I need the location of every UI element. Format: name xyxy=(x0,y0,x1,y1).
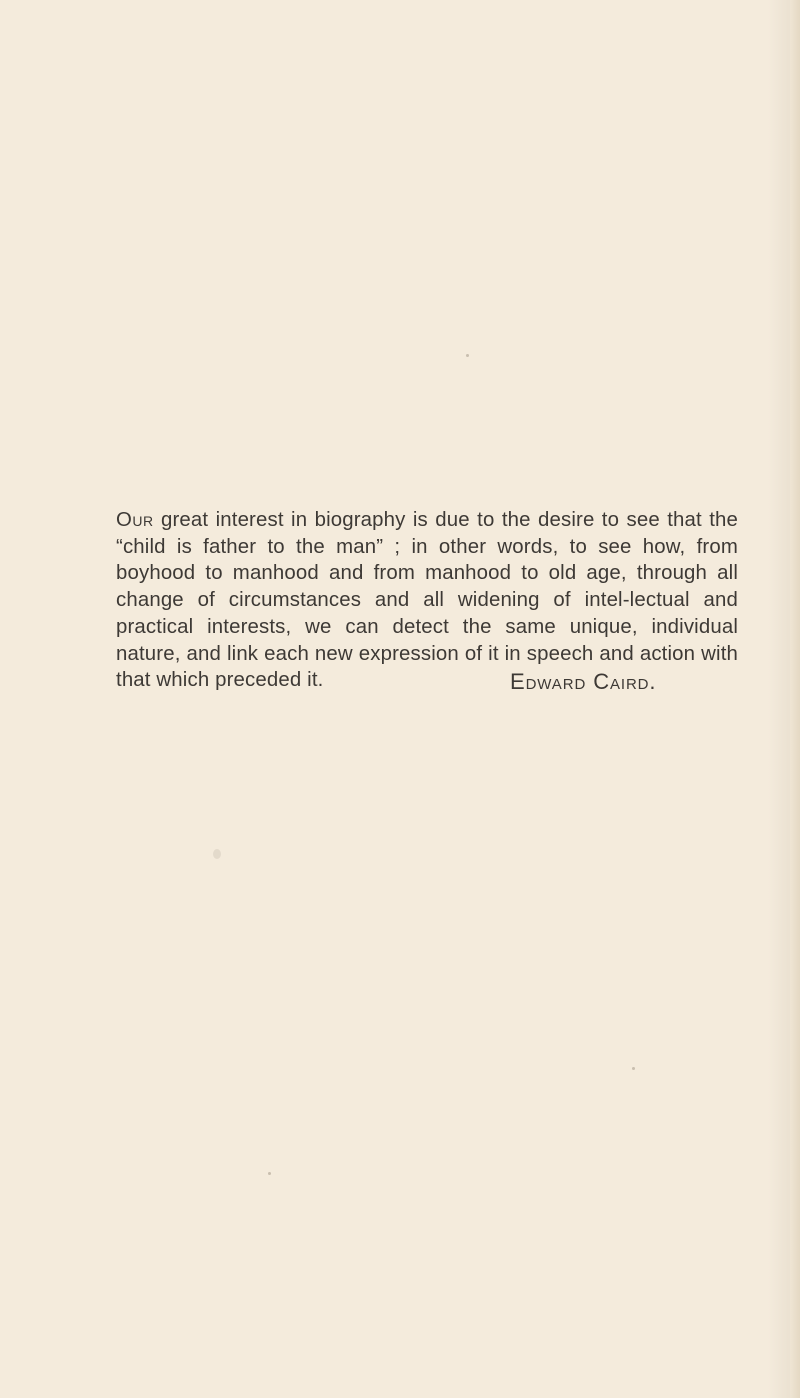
paper-speck xyxy=(466,354,469,357)
paper-speck xyxy=(268,1172,271,1175)
paper-speck xyxy=(213,849,221,859)
epigraph-lead-word: Our xyxy=(116,509,154,531)
epigraph-paragraph xyxy=(116,507,738,694)
paper-speck xyxy=(632,1067,635,1070)
epigraph-text: great interest in biography is due to the desire to see that the “child is father to the man” ; in other words, to see how, from boyhood to manhood and from manhood to old age, through all change of circumstances and all widening of intel-lectual and practical interests, we can detect the same unique, individual nature, and link each new expression of it in speech and action with that which preceded it. xyxy=(116,509,738,692)
page-edge-shadow xyxy=(790,0,800,1398)
epigraph-quote xyxy=(116,507,738,694)
epigraph-attribution: Edward Caird. xyxy=(510,669,657,694)
